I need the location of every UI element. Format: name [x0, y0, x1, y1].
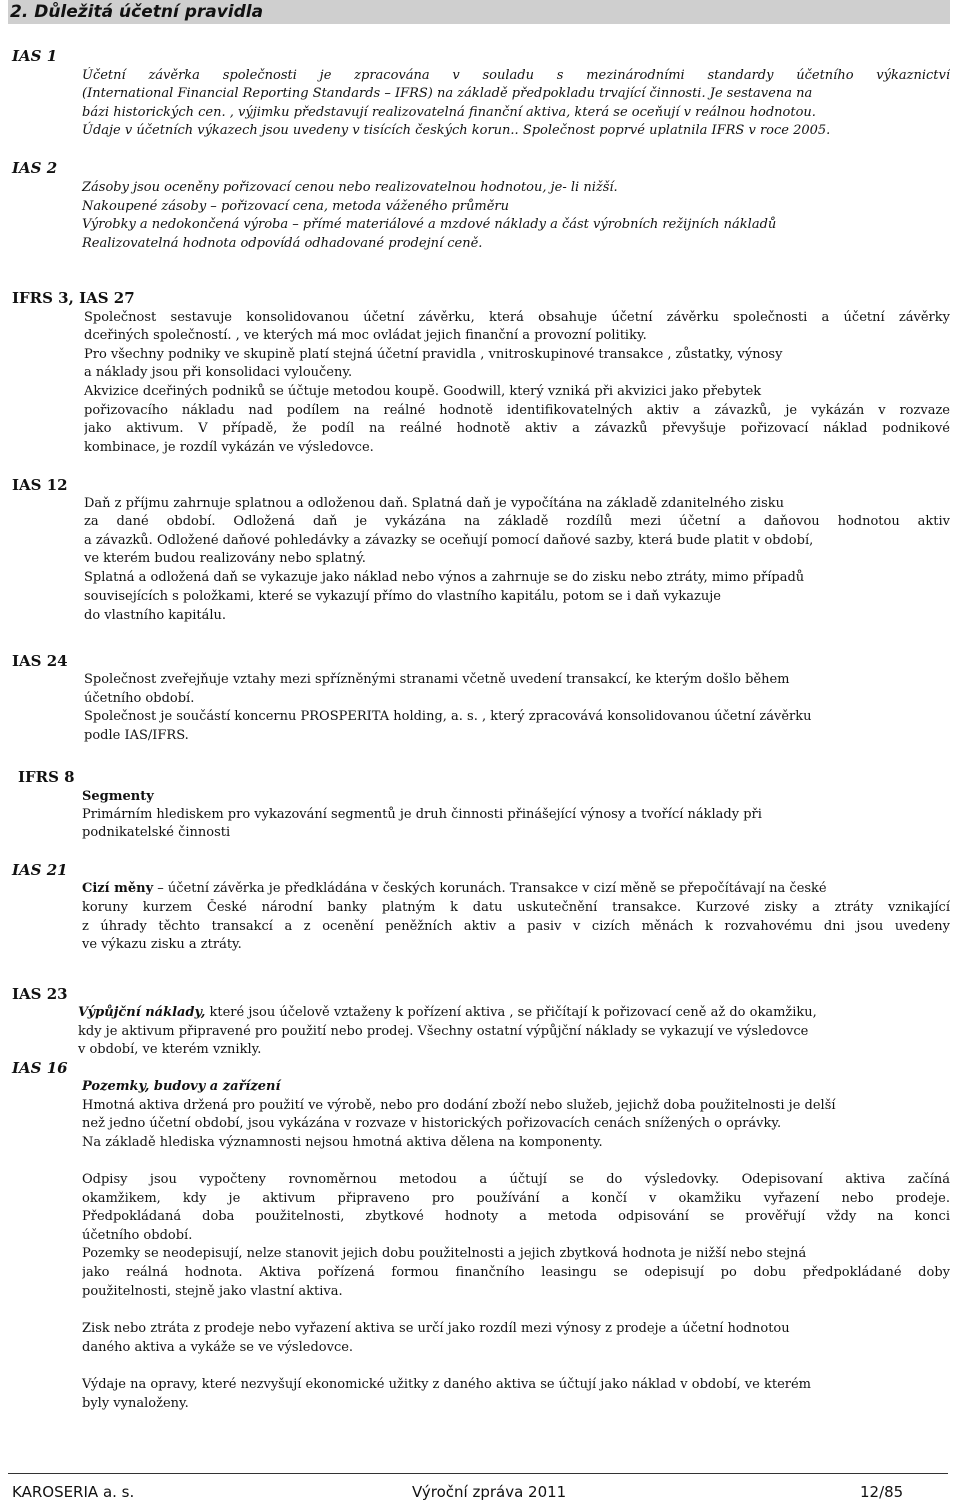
text-line: podle IAS/IFRS. [84, 728, 189, 743]
text-line: jako reálná hodnota. Aktiva pořízená formou finančního leasingu se odepisují po dobu předpokládané doby [82, 1265, 950, 1280]
text-line: Nakoupené zásoby – pořizovací cena, metoda váženého průměru [82, 199, 509, 214]
text-line: Odpisy jsou vypočteny rovnoměrnou metodou a účtují se do výsledovky. Odepisovaní aktiva začíná [82, 1172, 950, 1187]
text-line: Údaje v účetních výkazech jsou uvedeny v tisících českých korun.. Společnost poprvé uplatnila IFRS v roce 2005. [82, 123, 831, 138]
text-line: Pro všechny podniky ve skupině platí stejná účetní pravidla , vnitroskupinové transakce , zůstatky, výnosy [84, 347, 783, 362]
text-line: Zásoby jsou oceněny pořizovací cenou nebo realizovatelnou hodnotou, je- li nižší. [82, 180, 618, 195]
text-line: Předpokládaná doba použitelnosti, zbytkové hodnoty a metoda odpisování se prověřují vždy na konci [82, 1209, 950, 1224]
text-line: Daň z příjmu zahrnuje splatnou a odloženou daň. Splatná daň je vypočítána na základě zdanitelného zisku [84, 496, 785, 511]
text-line [82, 880, 827, 898]
text-line: z úhrady těchto transakcí a z ocenění peněžních aktiv a pasiv v cizích měnách k rozvahovému dni jsou uvedeny [82, 919, 950, 934]
footer-page-number: 12/85 [860, 1483, 904, 1501]
text-line: ve výkazu zisku a ztráty. [82, 937, 242, 952]
tag-ias23: IAS 23 [12, 985, 68, 1003]
tag-ias24: IAS 24 [12, 652, 68, 670]
tag-ifrs8: IFRS 8 [18, 768, 75, 786]
tag-ias1: IAS 1 [12, 47, 58, 65]
text-line: účetního období. [82, 1228, 193, 1243]
text-line: jako aktivum. V případě, že podíl na reálné hodnotě aktiv a závazků převyšuje pořizovací náklad podnikové [84, 421, 950, 436]
text-line: kdy je aktivum připravené pro použití nebo prodej. Všechny ostatní výpůjční náklady se vykazují ve výsledovce [78, 1024, 809, 1039]
section-heading: 2. Důležitá účetní pravidla [8, 0, 950, 24]
tag-ias21: IAS 21 [12, 861, 68, 879]
text-line: podnikatelské činnosti [82, 825, 231, 840]
text-line: použitelnosti, stejně jako vlastní aktiva. [82, 1284, 343, 1299]
footer-company: KAROSERIA a. s. [12, 1483, 135, 1501]
text-line: okamžikem, kdy je aktivum připraveno pro používání a končí v okamžiku vyřazení nebo prodeje. [82, 1191, 950, 1206]
text-line: dceřiných společností. , ve kterých má moc ovládat jejich finanční a provozní politiky. [84, 328, 647, 343]
text-line: Na základě hlediska významnosti nejsou hmotná aktiva dělena na komponenty. [82, 1135, 603, 1150]
text-line: pořizovacího nákladu nad podílem na reálné hodnotě identifikovatelných aktiv a závazků, je vykázán v rozvaze [84, 403, 950, 418]
borrowing-costs-title: Výpůjční náklady, [78, 1005, 206, 1020]
tag-ias12: IAS 12 [12, 476, 68, 494]
text-line: Společnost zveřejňuje vztahy mezi spřízněnými stranami včetně uvedení transakcí, ke kterým došlo během [84, 672, 790, 687]
text-line: a náklady jsou při konsolidaci vyloučeny. [84, 365, 353, 380]
text-line [78, 1004, 817, 1022]
text-run: které jsou účelově vztaženy k pořízení aktiva , se přičítají k pořizovací ceně až do okamžiku, [205, 1005, 817, 1020]
text-line: Primárním hlediskem pro vykazování segmentů je druh činnosti přinášející výnosy a tvořící náklady při [82, 807, 762, 822]
text-line: Pozemky se neodepisují, nelze stanovit jejich dobu použitelnosti a jejich zbytková hodnota je nižší nebo stejná [82, 1246, 807, 1261]
text-line: ve kterém budou realizovány nebo splatný. [84, 551, 366, 566]
text-line: než jedno účetní období, jsou vykázána v rozvaze v historických pořizovacích cenách snížených o oprávky. [82, 1116, 782, 1131]
text-line: bázi historických cen. , výjimku představují realizovatelná finanční aktiva, která se oceňují v reálnou hodnotou. [82, 105, 816, 120]
footer-divider [8, 1473, 948, 1474]
tag-ias16: IAS 16 [12, 1059, 68, 1077]
text-line: daného aktiva a vykáže se ve výsledovce. [82, 1340, 354, 1355]
text-line: do vlastního kapitálu. [84, 608, 227, 623]
text-run: – účetní závěrka je předkládána v českých korunách. Transakce v cizí měně se přepočítávají na české [153, 881, 827, 896]
segment-title: Segmenty [82, 789, 154, 804]
text-line: byly vynaloženy. [82, 1396, 189, 1411]
text-line: v období, ve kterém vznikly. [78, 1042, 262, 1057]
text-line: za dané období. Odložená daň je vykázána na základě rozdílů mezi účetní a daňovou hodnotou aktiv [84, 514, 950, 529]
text-line: Společnost sestavuje konsolidovanou účetní závěrku, která obsahuje účetní závěrku společnosti a účetní závěrky [84, 310, 950, 325]
text-line: Účetní závěrka společnosti je zpracována v souladu s mezinárodními standardy účetního výkaznictví [82, 68, 950, 83]
text-line: Akvizice dceřiných podniků se účtuje metodou koupě. Goodwill, který vzniká při akvizici jako přebytek [84, 384, 762, 399]
text-line: Realizovatelná hodnota odpovídá odhadované prodejní ceně. [82, 236, 483, 251]
text-line: Výrobky a nedokončená výroba – přímé materiálové a mzdové náklady a část výrobních režijních nákladů [82, 217, 777, 232]
footer-report-title: Výroční zpráva 2011 [412, 1483, 567, 1501]
text-line: Společnost je součástí koncernu PROSPERITA holding, a. s. , který zpracovává konsolidovanou účetní závěrku [84, 709, 812, 724]
text-line: kombinace, je rozdíl vykázán ve výsledovce. [84, 440, 374, 455]
text-line: Hmotná aktiva držená pro použití ve výrobě, nebo pro dodání zboží nebo služeb, jejichž doba použitelnosti je delší [82, 1098, 836, 1113]
ppe-title: Pozemky, budovy a zařízení [82, 1079, 281, 1094]
text-line: účetního období. [84, 691, 195, 706]
tag-ias2: IAS 2 [12, 159, 58, 177]
text-line: a závazků. Odložené daňové pohledávky a závazky se oceňují pomocí daňové sazby, která bude platit v období, [84, 533, 814, 548]
text-line: Splatná a odložená daň se vykazuje jako náklad nebo výnos a zahrnuje se do zisku nebo ztráty, mimo případů [84, 570, 805, 585]
tag-ifrs3-ias27: IFRS 3, IAS 27 [12, 289, 135, 307]
foreign-currency-title: Cizí měny [82, 881, 154, 896]
text-line: koruny kurzem České národní banky platným k datu uskutečnění transakce. Kurzové zisky a ztráty vznikající [82, 900, 950, 915]
text-line: Výdaje na opravy, které nezvyšují ekonomické užitky z daného aktiva se účtují jako náklad v období, ve kterém [82, 1377, 812, 1392]
text-line: (International Financial Reporting Standards – IFRS) na základě předpokladu trvající činnosti. Je sestavena na [82, 86, 813, 101]
text-line: Zisk nebo ztráta z prodeje nebo vyřazení aktiva se určí jako rozdíl mezi výnosy z prodeje a účetní hodnotou [82, 1321, 790, 1336]
text-line: souvisejících s položkami, které se vykazují přímo do vlastního kapitálu, potom se i daň vykazuje [84, 589, 721, 604]
